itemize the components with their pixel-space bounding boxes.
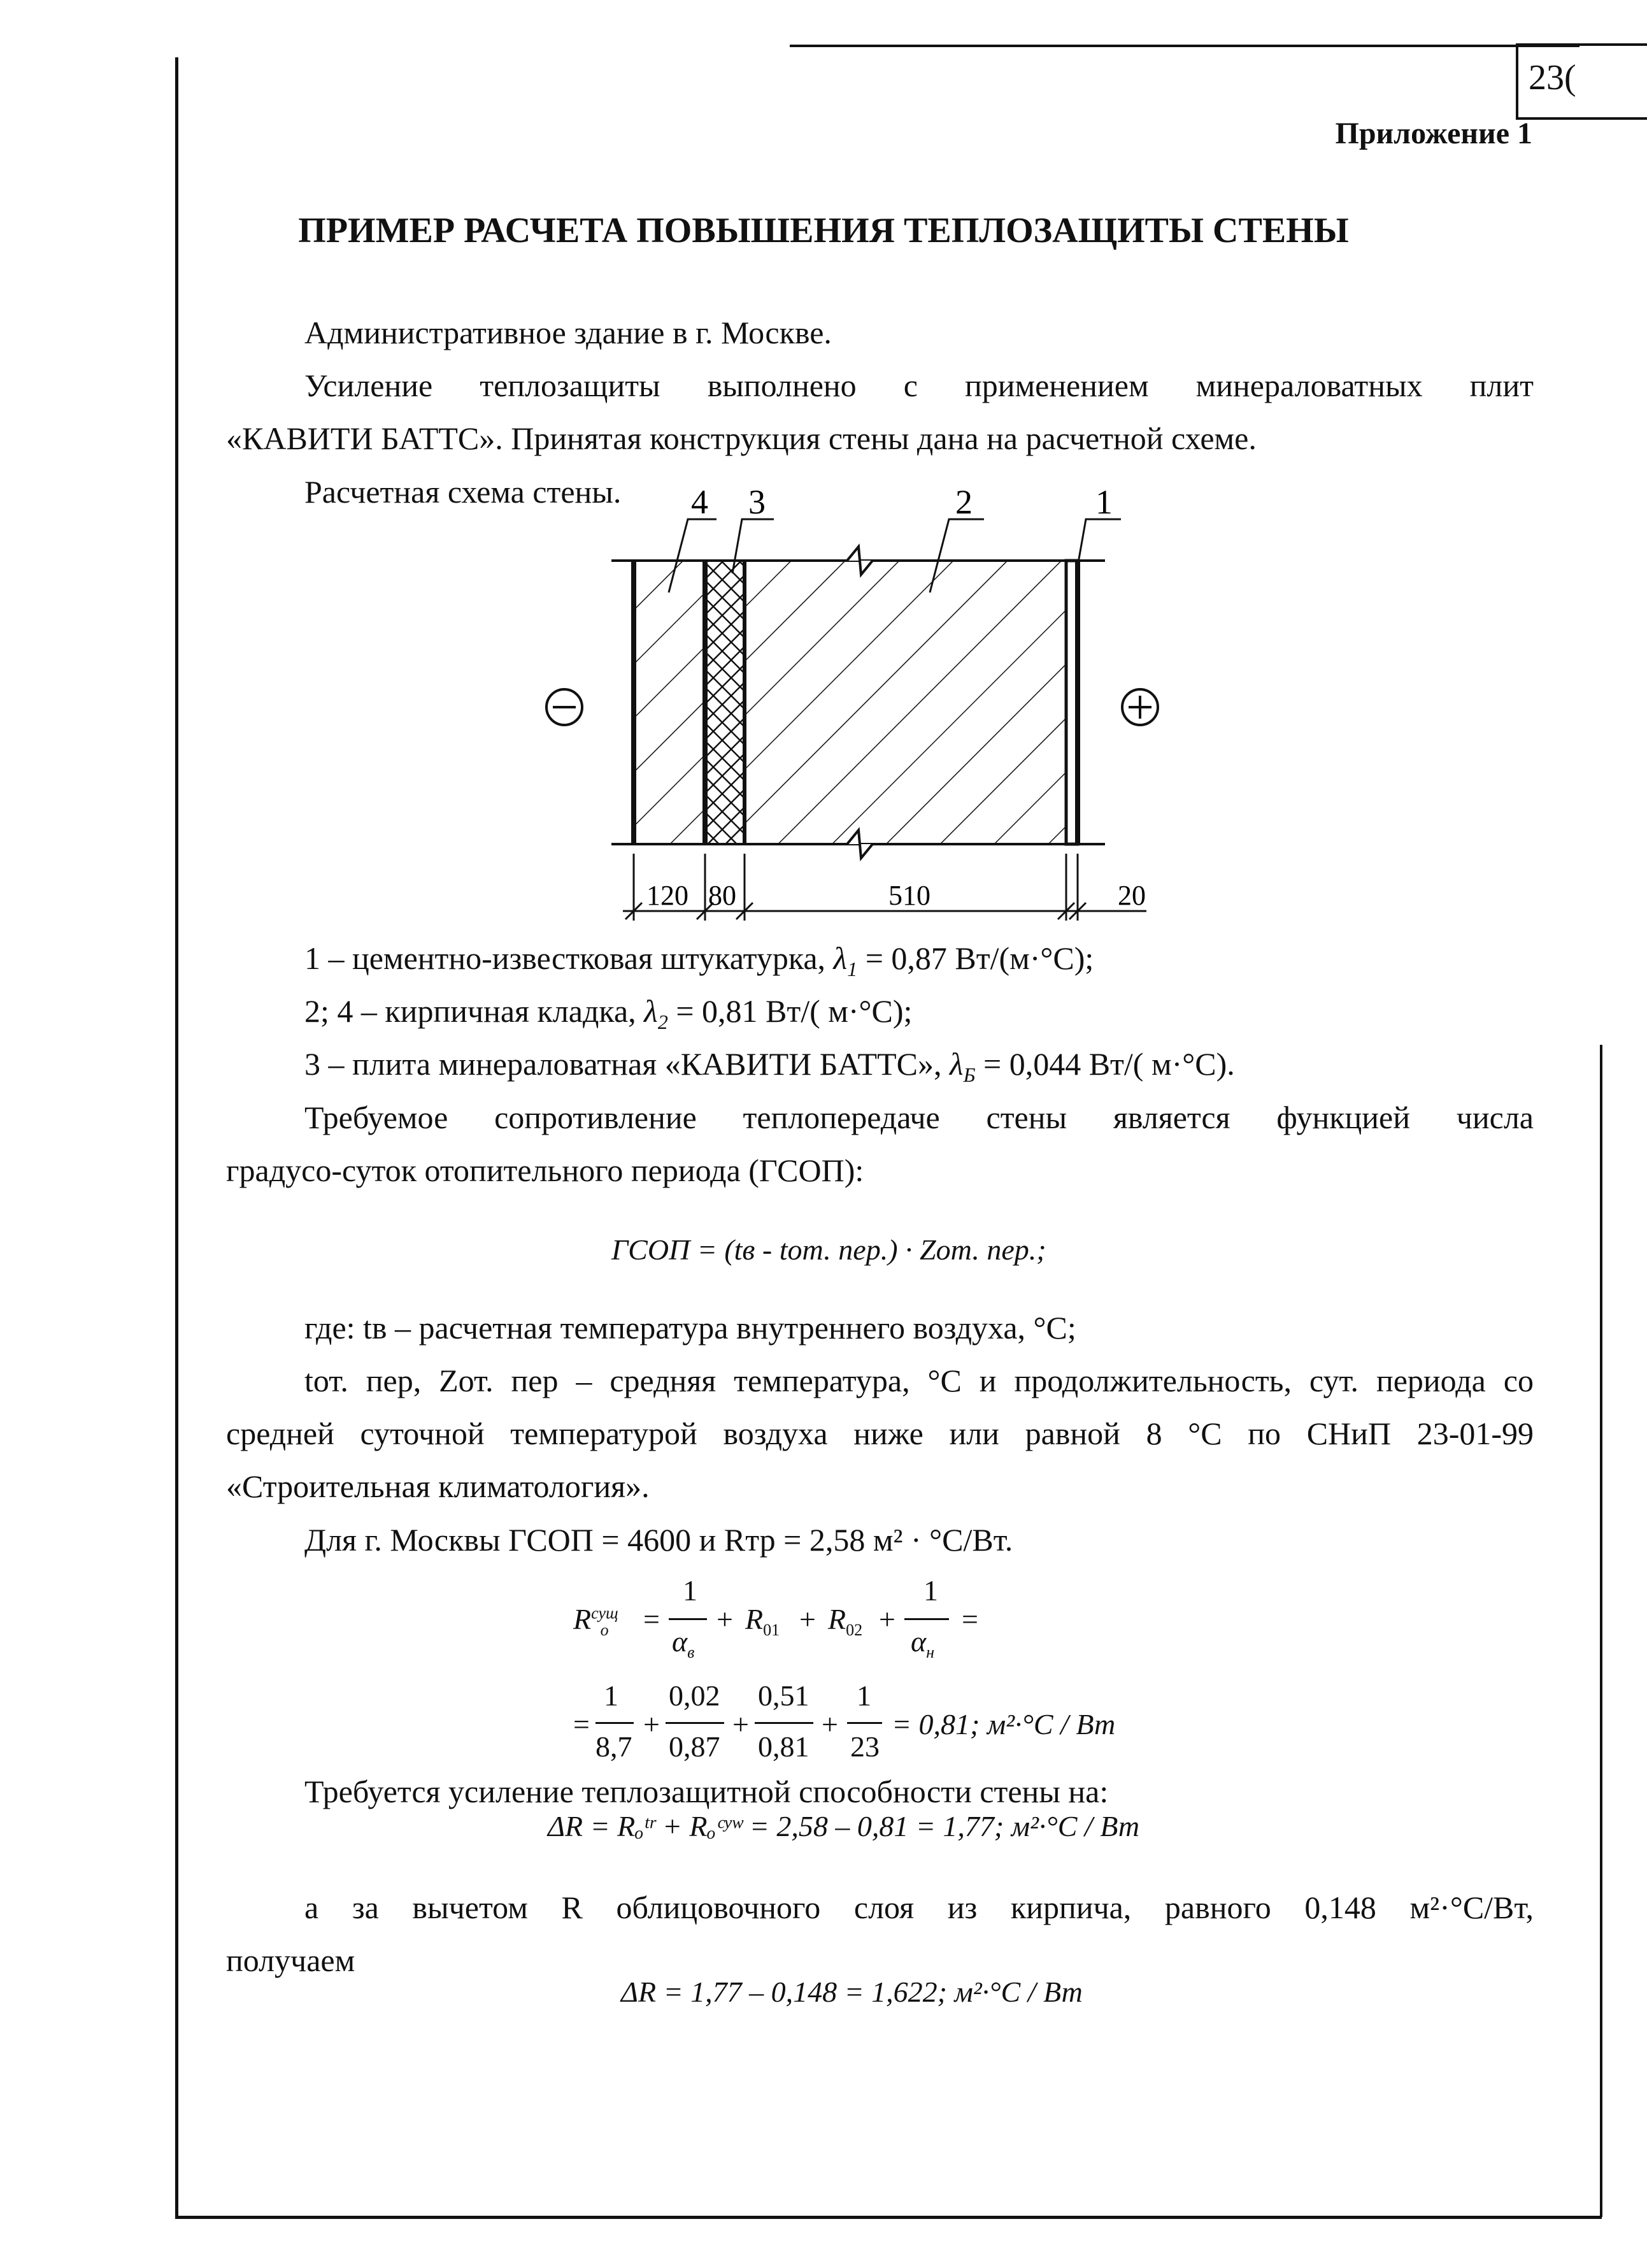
reinforcement-line-2: «КАВИТИ БАТТС». Принятая конструкция стены дана на расчетной схеме.: [226, 420, 1257, 456]
layer-label-2: 2: [955, 484, 973, 521]
material-3: 3 – плита минераловатная «КАВИТИ БАТТС», $\lambda_Б = 0,044$ Вт/( м·°С).: [304, 1046, 1235, 1086]
delta1-formula: ΔR = Rₒᵗʳ + Rₒᶜʸʷ = 2,58 – 0,81 = 1,77; м²·°С / Вт: [548, 1810, 1140, 1842]
layer-3-mineral-wool: [705, 561, 745, 844]
layer-label-4: 4: [691, 484, 708, 521]
leader-1: [1076, 519, 1121, 573]
delta2-intro-line-1: а за вычетом R облицовочного слоя из кирпича, равного 0,148 м²·°С/Вт,: [304, 1890, 1534, 1925]
page-left-border: [175, 57, 178, 2217]
page-number: 23(: [1529, 58, 1576, 97]
appendix-label: Приложение 1: [1335, 117, 1532, 150]
page-bottom-border: [175, 2216, 1602, 2219]
building-text: Административное здание в г. Москве.: [304, 315, 832, 350]
requirement-line-2: градусо-суток отопительного периода (ГСОП):: [226, 1152, 864, 1188]
dimension-80: 80: [708, 880, 736, 911]
requirement-line-1: Требуемое сопротивление теплопередаче стены является функцией числа: [304, 1100, 1534, 1135]
dimension-120: 120: [646, 880, 688, 911]
dimension-510: 510: [888, 880, 930, 911]
delta2-intro-line-2: получаем: [226, 1942, 355, 1978]
moscow-values: Для г. Москвы ГСОП = 4600 и Rтр = 2,58 м² · °С/Вт.: [304, 1522, 1013, 1558]
gsop-formula: ГСОП = (tв - tот. пер.) · Zот. пер.;: [611, 1233, 1046, 1266]
layer-4-brick: [634, 561, 705, 844]
material-2: 2; 4 – кирпичная кладка, $\lambda_2 = 0,81$ Вт/( м·°С);: [304, 993, 913, 1033]
page-number-box: [1516, 43, 1647, 120]
page-right-border: [1600, 1045, 1602, 2217]
delta1-intro: Требуется усиление теплозащитной способности стены на:: [304, 1774, 1109, 1809]
layer-label-3: 3: [748, 484, 766, 521]
layer-label-1: 1: [1095, 484, 1113, 521]
where-line-3: средней суточной температурой воздуха ниже или равной 8 °С по СНиП 23-01-99: [226, 1416, 1534, 1451]
r0-formula-line-1: $R^{сущ}_о$ = 1 $\alpha_в$ + $R_{01}$ + $R_{02}$ + 1 $\alpha_н$ =: [573, 1574, 978, 1662]
where-line-2: tот. пер, Zот. пер – средняя температура, °С и продолжительность, сут. периода со: [304, 1363, 1534, 1398]
material-1: 1 – цементно-известковая штукатурка, $\lambda_1 = 0,87$ Вт/(м·°С);: [304, 940, 1094, 980]
where-line-4: «Строительная климатология».: [226, 1468, 650, 1504]
page-title: ПРИМЕР РАСЧЕТА ПОВЫШЕНИЯ ТЕПЛОЗАЩИТЫ СТЕНЫ: [298, 211, 1349, 250]
wall-section-diagram: [0, 484, 1647, 943]
r0-formula-line-2: = 1 8,7 + 0,02 0,87 + 0,51 0,81 + 1 23 = 0,81; м²·°С / Вт: [573, 1679, 1116, 1763]
scheme-label: Расчетная схема стены.: [304, 474, 622, 510]
dimension-20: 20: [1118, 880, 1146, 911]
where-line-1: где: tв – расчетная температура внутреннего воздуха, °С;: [304, 1310, 1076, 1346]
reinforcement-line-1: Усиление теплозащиты выполнено с применением минераловатных плит: [304, 368, 1534, 403]
delta2-formula: ΔR = 1,77 – 0,148 = 1,622; м²·°С / Вт: [621, 1976, 1083, 2008]
header-rule: [790, 45, 1579, 47]
layer-2-brick: [745, 561, 1066, 844]
